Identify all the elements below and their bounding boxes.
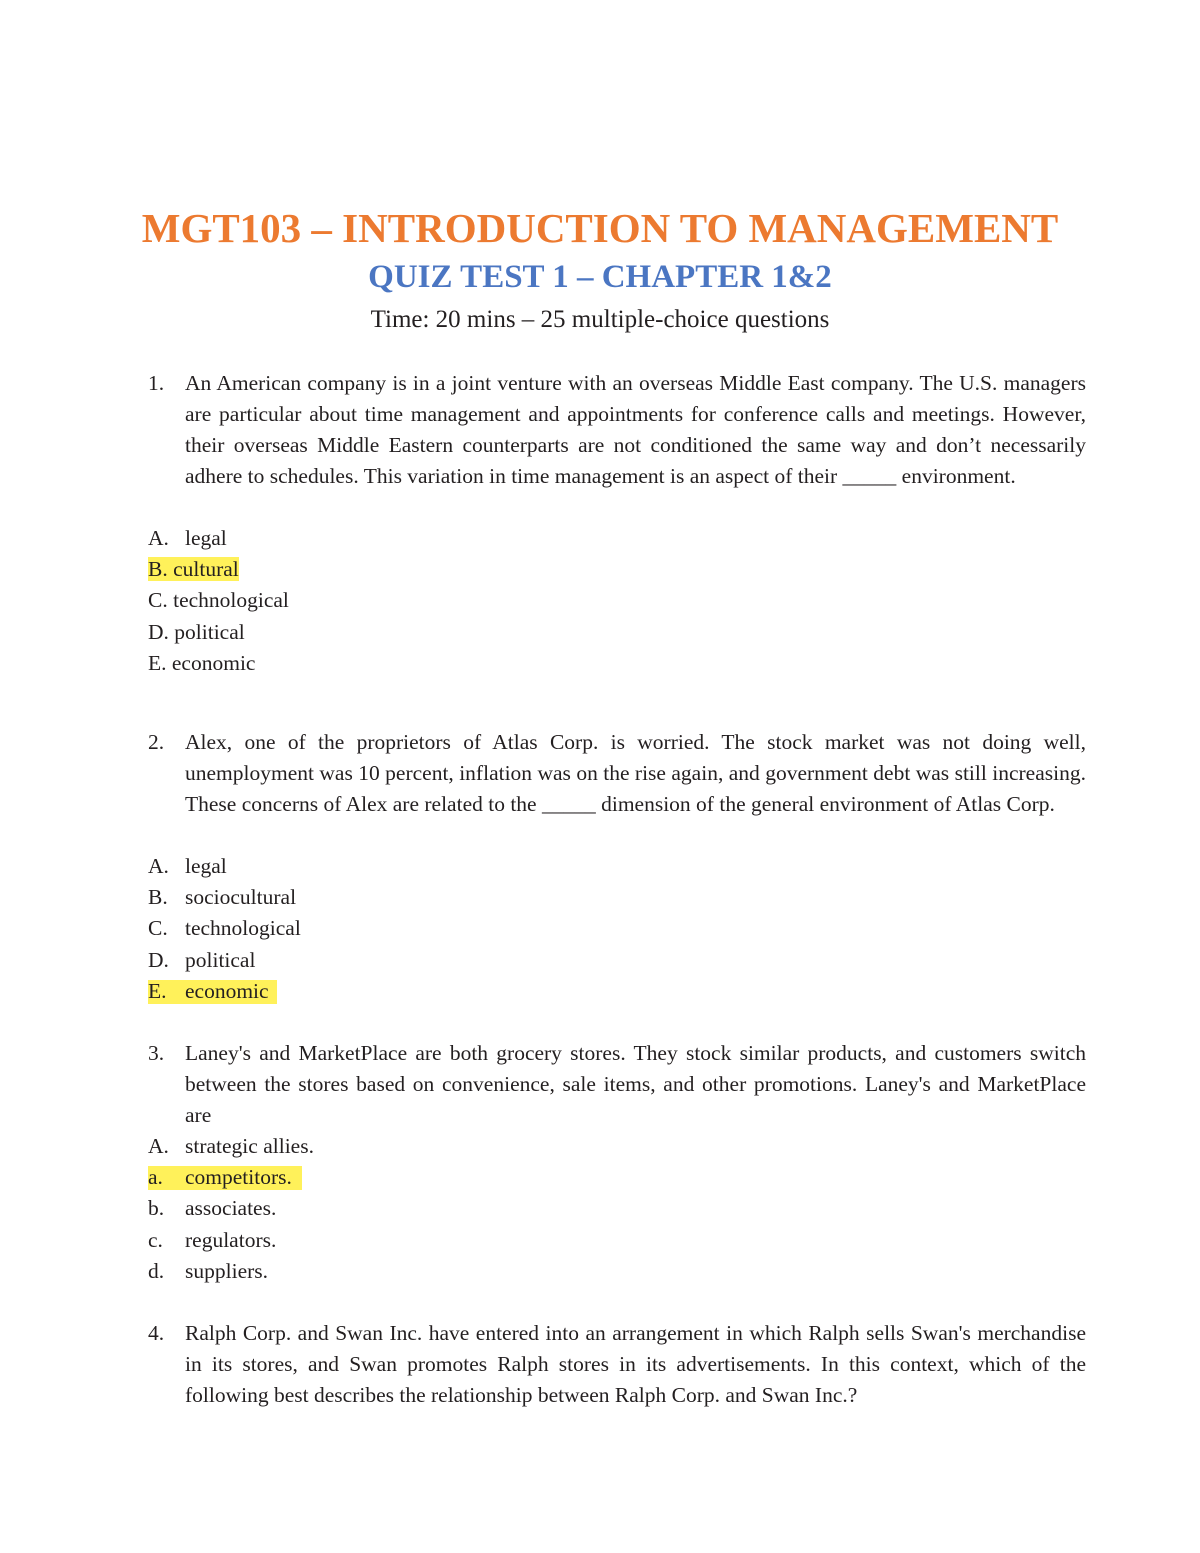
option-text: legal bbox=[185, 526, 227, 550]
option-letter: B. bbox=[148, 885, 168, 910]
option-letter: B. bbox=[148, 557, 168, 582]
question-number: 1. bbox=[148, 371, 165, 395]
answer-highlight bbox=[148, 557, 239, 581]
question-text: An American company is in a joint venture with an overseas Middle East company. The U.S. managers are particular about time management and appointments for conference calls and meetings. However, their overseas Middle Eastern counterparts are not conditioned the same way and don’t necessarily adhere to schedules. This variation in time management is an aspect of their _____ environment. bbox=[185, 371, 1086, 488]
option-e-highlighted bbox=[148, 976, 1048, 1007]
option-letter: D. bbox=[148, 619, 169, 644]
option-text: cultural bbox=[173, 557, 239, 582]
option-text: legal bbox=[185, 854, 227, 878]
option-text: suppliers. bbox=[185, 1258, 269, 1283]
option-letter: C. bbox=[148, 916, 168, 941]
option-letter: D. bbox=[148, 947, 169, 972]
option-d bbox=[148, 945, 1048, 976]
page-title: MGT103 – INTRODUCTION TO MANAGEMENT bbox=[141, 205, 1059, 251]
option-c bbox=[148, 1225, 1048, 1256]
question-3 bbox=[148, 1038, 1086, 1131]
option-c bbox=[148, 913, 1048, 944]
option-text: technological bbox=[173, 588, 289, 613]
option-text: regulators. bbox=[185, 1227, 277, 1252]
option-b bbox=[148, 1193, 1048, 1224]
option-e bbox=[148, 648, 1048, 679]
question-2-options bbox=[148, 851, 1048, 1007]
option-c bbox=[148, 585, 1048, 616]
option-b bbox=[148, 882, 1048, 913]
option-letter: A. bbox=[148, 526, 169, 550]
question-number: 2. bbox=[148, 730, 165, 754]
question-3-options bbox=[148, 1131, 1048, 1287]
option-letter: a. bbox=[148, 1165, 163, 1190]
question-text: Ralph Corp. and Swan Inc. have entered into an arrangement in which Ralph sells Swan's merchandise in its stores, and Swan promotes Ralph stores in its advertisements. In this context, which of the following best describes the relationship between Ralph Corp. and Swan Inc.? bbox=[185, 1321, 1086, 1407]
option-a bbox=[148, 851, 1048, 882]
page-subtitle: QUIZ TEST 1 – CHAPTER 1&2 bbox=[368, 259, 832, 295]
question-1-options bbox=[148, 523, 1048, 679]
question-number: 4. bbox=[148, 1321, 165, 1345]
option-text: economic bbox=[171, 650, 256, 675]
option-text: political bbox=[174, 619, 245, 644]
question-1 bbox=[148, 368, 1086, 492]
option-letter: E. bbox=[148, 650, 167, 675]
option-a bbox=[148, 1131, 1048, 1162]
question-4 bbox=[148, 1318, 1086, 1411]
option-text: technological bbox=[185, 916, 301, 941]
option-letter: A. bbox=[148, 854, 169, 878]
option-text: sociocultural bbox=[185, 885, 297, 910]
option-competitors-highlighted bbox=[148, 1162, 1048, 1193]
option-d bbox=[148, 1256, 1048, 1287]
option-letter: d. bbox=[148, 1258, 165, 1283]
option-letter: C. bbox=[148, 588, 168, 613]
option-letter: A. bbox=[148, 1134, 169, 1158]
option-text: strategic allies. bbox=[185, 1134, 314, 1158]
option-d bbox=[148, 617, 1048, 648]
option-text: economic bbox=[185, 978, 269, 1003]
option-letter: E. bbox=[148, 978, 167, 1003]
option-a bbox=[148, 523, 1048, 554]
question-text: Alex, one of the proprietors of Atlas Corp. is worried. The stock market was not doing well, unemployment was 10 percent, inflation was on the rise again, and government debt was still increasing. These concerns of Alex are related to the _____ dimension of the general environment of Atlas Corp. bbox=[185, 730, 1086, 816]
question-text: Laney's and MarketPlace are both grocery stores. They stock similar products, and customers switch between the stores based on convenience, sale items, and other promotions. Laney's and MarketPlace are bbox=[185, 1041, 1086, 1127]
option-letter: c. bbox=[148, 1227, 163, 1252]
time-info: Time: 20 mins – 25 multiple-choice questions bbox=[370, 306, 830, 333]
option-b-highlighted bbox=[148, 554, 1048, 585]
question-number: 3. bbox=[148, 1041, 165, 1065]
option-text: competitors. bbox=[185, 1165, 292, 1190]
option-letter: b. bbox=[148, 1196, 165, 1221]
option-text: associates. bbox=[185, 1196, 277, 1221]
option-text: political bbox=[185, 947, 256, 972]
question-2 bbox=[148, 727, 1086, 820]
